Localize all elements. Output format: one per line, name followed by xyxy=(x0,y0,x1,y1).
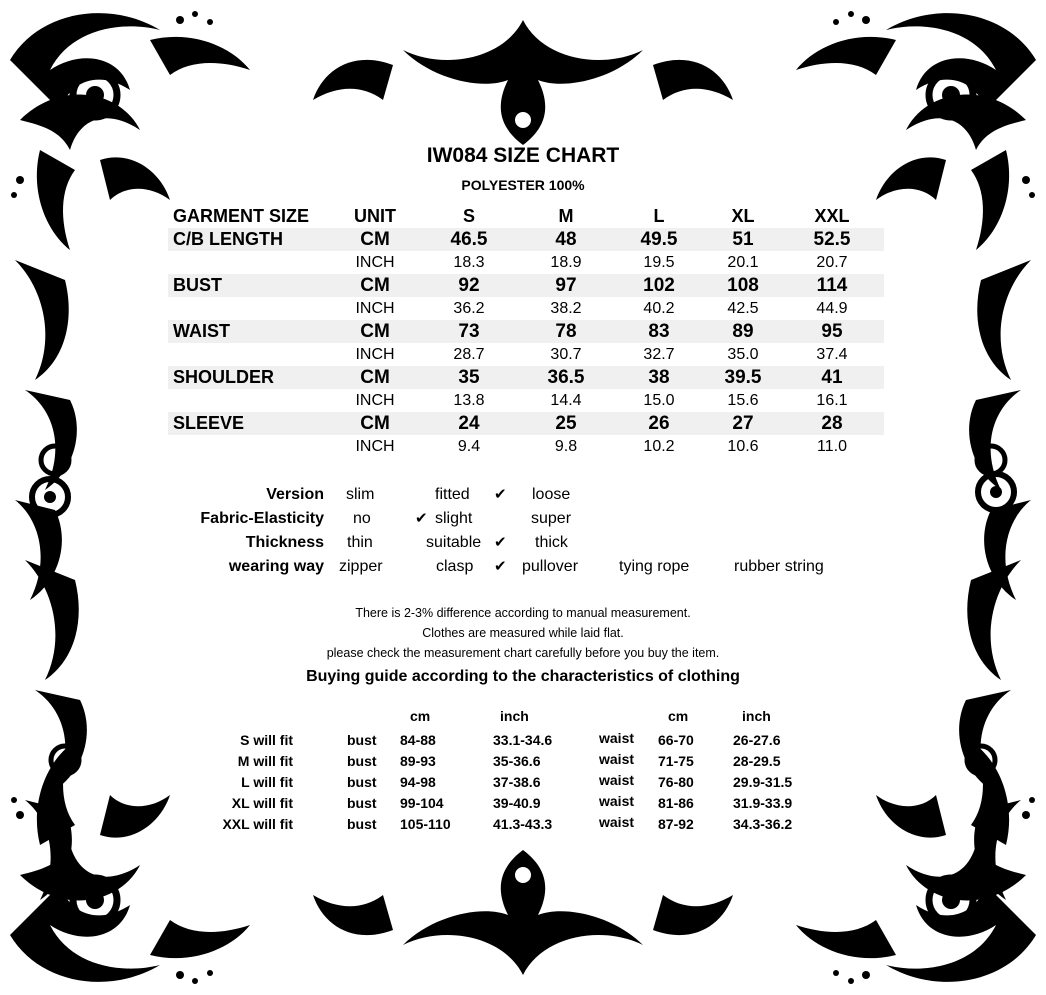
feature-label: Thickness xyxy=(245,534,324,551)
check-mark-icon: ✔ xyxy=(494,534,507,551)
feature-option: pullover xyxy=(522,558,579,575)
value-cell-m: 25 xyxy=(555,413,577,434)
feature-option: clasp xyxy=(436,558,474,575)
value-cell-l: 19.5 xyxy=(643,254,675,271)
guide-waist-cm-header: cm xyxy=(668,708,689,724)
value-cell-m: 48 xyxy=(555,229,577,250)
table-header-row xyxy=(168,205,884,228)
feature-row-fabric-elasticity xyxy=(0,507,1046,531)
check-mark-icon: ✔ xyxy=(494,486,507,503)
value-cell-l: 102 xyxy=(643,275,675,296)
size-header-xxl: XXL xyxy=(814,206,850,226)
guide-waist-inch-header: inch xyxy=(742,708,771,724)
waist-cm: 87-92 xyxy=(658,816,694,832)
table-row-bust-inch xyxy=(168,297,884,320)
feature-label: wearing way xyxy=(228,558,324,575)
fit-label: M will fit xyxy=(237,753,293,769)
row-label: C/B LENGTH xyxy=(173,229,283,249)
value-cell-l: 83 xyxy=(648,321,670,342)
value-cell-xxl: 11.0 xyxy=(817,438,847,455)
value-cell-m: 9.8 xyxy=(554,438,578,455)
feature-option: fitted xyxy=(435,486,470,503)
value-cell-xl: 39.5 xyxy=(724,367,762,388)
value-cell-l: 32.7 xyxy=(643,346,675,363)
buying-guide-table xyxy=(0,708,1046,838)
bust-cm: 105-110 xyxy=(400,816,451,832)
feature-option: loose xyxy=(532,486,571,503)
feature-row-version xyxy=(0,483,1046,507)
waist-inch: 26-27.6 xyxy=(733,732,781,748)
table-row-waist-cm xyxy=(168,320,884,343)
feature-row-wearing-way xyxy=(0,555,1046,579)
bust-label: bust xyxy=(347,816,377,832)
fit-label: S will fit xyxy=(240,732,293,748)
bust-label: bust xyxy=(347,732,377,748)
waist-cm: 76-80 xyxy=(658,774,694,790)
feature-label: Fabric-Elasticity xyxy=(200,510,324,527)
unit-cell: CM xyxy=(360,275,390,296)
feature-option: thin xyxy=(347,534,373,551)
table-row-sleeve-cm xyxy=(168,412,884,435)
feature-option: slim xyxy=(346,486,375,503)
unit-cell: CM xyxy=(360,367,390,388)
value-cell-xxl: 28 xyxy=(821,413,843,434)
waist-inch: 28-29.5 xyxy=(733,753,781,769)
value-cell-xxl: 37.4 xyxy=(816,346,848,363)
table-row-sleeve-inch xyxy=(168,435,884,458)
value-cell-m: 36.5 xyxy=(547,367,585,388)
feature-option: slight xyxy=(435,510,473,527)
feature-label: Version xyxy=(266,486,324,503)
value-cell-s: 46.5 xyxy=(450,229,488,250)
guide-row xyxy=(0,751,1046,772)
table-row-shoulder-cm xyxy=(168,366,884,389)
value-cell-xl: 51 xyxy=(732,229,754,250)
value-cell-l: 26 xyxy=(648,413,670,434)
fit-label: XL will fit xyxy=(231,795,293,811)
bust-label: bust xyxy=(347,774,377,790)
waist-inch: 29.9-31.5 xyxy=(733,774,793,790)
value-cell-l: 40.2 xyxy=(643,300,675,317)
value-cell-l: 49.5 xyxy=(640,229,678,250)
table-row-shoulder-inch xyxy=(168,389,884,412)
bust-label: bust xyxy=(347,795,377,811)
waist-label: waist xyxy=(599,772,635,788)
waist-cm: 71-75 xyxy=(658,753,694,769)
unit-cell: CM xyxy=(360,229,390,250)
value-cell-xl: 10.6 xyxy=(727,438,759,455)
garment-size-header: GARMENT SIZE xyxy=(173,206,310,226)
value-cell-xxl: 44.9 xyxy=(816,300,848,317)
value-cell-xxl: 52.5 xyxy=(813,229,851,250)
note-line: Clothes are measured while laid flat. xyxy=(422,626,624,640)
material-label: POLYESTER 100% xyxy=(461,177,585,193)
check-mark-icon: ✔ xyxy=(415,510,428,527)
value-cell-l: 10.2 xyxy=(643,438,675,455)
waist-cm: 81-86 xyxy=(658,795,694,811)
bust-cm: 99-104 xyxy=(400,795,444,811)
features-section xyxy=(0,483,1046,583)
bust-cm: 84-88 xyxy=(400,732,436,748)
feature-option: thick xyxy=(535,534,568,551)
value-cell-m: 78 xyxy=(555,321,577,342)
bust-inch: 39-40.9 xyxy=(493,795,541,811)
value-cell-xxl: 16.1 xyxy=(816,392,848,409)
value-cell-m: 30.7 xyxy=(550,346,582,363)
guide-row xyxy=(0,793,1046,814)
feature-option: no xyxy=(353,510,371,527)
value-cell-xl: 108 xyxy=(727,275,759,296)
row-label: SLEEVE xyxy=(173,413,245,433)
unit-cell: INCH xyxy=(355,438,395,455)
value-cell-xxl: 41 xyxy=(821,367,843,388)
value-cell-xl: 20.1 xyxy=(727,254,759,271)
guide-row xyxy=(0,814,1046,835)
buying-guide-title: Buying guide according to the characteristics of clothing xyxy=(306,668,740,685)
waist-label: waist xyxy=(599,793,635,809)
table-row-waist-inch xyxy=(168,343,884,366)
feature-option: super xyxy=(531,510,572,527)
unit-cell: INCH xyxy=(355,300,395,317)
guide-bust-inch-header: inch xyxy=(500,708,529,724)
value-cell-s: 24 xyxy=(458,413,480,434)
fit-label: XXL will fit xyxy=(222,816,293,832)
value-cell-xl: 35.0 xyxy=(727,346,759,363)
guide-bust-cm-header: cm xyxy=(410,708,431,724)
table-row-c-b-length-cm xyxy=(168,228,884,251)
value-cell-l: 15.0 xyxy=(643,392,675,409)
feature-option: rubber string xyxy=(734,558,824,575)
table-row-c-b-length-inch xyxy=(168,251,884,274)
value-cell-m: 14.4 xyxy=(550,392,582,409)
value-cell-xl: 15.6 xyxy=(727,392,759,409)
row-label: SHOULDER xyxy=(173,367,275,387)
feature-option: suitable xyxy=(426,534,482,551)
value-cell-xxl: 95 xyxy=(821,321,843,342)
unit-cell: INCH xyxy=(355,392,395,409)
value-cell-s: 92 xyxy=(458,275,480,296)
guide-row xyxy=(0,772,1046,793)
value-cell-s: 13.8 xyxy=(453,392,485,409)
value-cell-m: 38.2 xyxy=(550,300,582,317)
size-header-m: M xyxy=(558,206,574,226)
value-cell-l: 38 xyxy=(648,367,670,388)
bust-cm: 94-98 xyxy=(400,774,436,790)
value-cell-s: 9.4 xyxy=(457,438,481,455)
size-header-l: L xyxy=(653,206,665,226)
bust-cm: 89-93 xyxy=(400,753,436,769)
feature-option: zipper xyxy=(339,558,383,575)
value-cell-s: 18.3 xyxy=(453,254,485,271)
waist-label: waist xyxy=(599,730,635,746)
guide-row xyxy=(0,730,1046,751)
size-header-s: S xyxy=(462,206,476,226)
bust-inch: 33.1-34.6 xyxy=(493,732,553,748)
feature-row-thickness xyxy=(0,531,1046,555)
chart-title: IW084 SIZE CHART xyxy=(426,144,620,167)
bust-inch: 35-36.6 xyxy=(493,753,541,769)
value-cell-m: 18.9 xyxy=(550,254,582,271)
waist-inch: 34.3-36.2 xyxy=(733,816,793,832)
bust-inch: 37-38.6 xyxy=(493,774,541,790)
waist-label: waist xyxy=(599,814,635,830)
waist-inch: 31.9-33.9 xyxy=(733,795,793,811)
table-row-bust-cm xyxy=(168,274,884,297)
value-cell-s: 28.7 xyxy=(453,346,485,363)
check-mark-icon: ✔ xyxy=(494,558,507,575)
value-cell-xl: 89 xyxy=(732,321,754,342)
bust-inch: 41.3-43.3 xyxy=(493,816,553,832)
size-header-xl: XL xyxy=(731,206,755,226)
value-cell-s: 35 xyxy=(458,367,480,388)
feature-option: tying rope xyxy=(619,558,690,575)
unit-cell: CM xyxy=(360,413,390,434)
value-cell-xxl: 20.7 xyxy=(816,254,848,271)
value-cell-xl: 42.5 xyxy=(727,300,759,317)
value-cell-s: 36.2 xyxy=(453,300,485,317)
bust-label: bust xyxy=(347,753,377,769)
unit-cell: CM xyxy=(360,321,390,342)
unit-cell: INCH xyxy=(355,346,395,363)
waist-cm: 66-70 xyxy=(658,732,694,748)
unit-cell: INCH xyxy=(355,254,395,271)
note-line: There is 2-3% difference according to manual measurement. xyxy=(355,606,691,620)
note-line: please check the measurement chart carefully before you buy the item. xyxy=(326,646,720,660)
value-cell-s: 73 xyxy=(458,321,480,342)
row-label: WAIST xyxy=(173,321,230,341)
value-cell-m: 97 xyxy=(555,275,577,296)
value-cell-xl: 27 xyxy=(732,413,754,434)
fit-label: L will fit xyxy=(241,774,293,790)
size-table xyxy=(168,205,884,458)
row-label: BUST xyxy=(173,275,222,295)
waist-label: waist xyxy=(599,751,635,767)
unit-header: UNIT xyxy=(354,206,396,226)
value-cell-xxl: 114 xyxy=(816,275,848,296)
